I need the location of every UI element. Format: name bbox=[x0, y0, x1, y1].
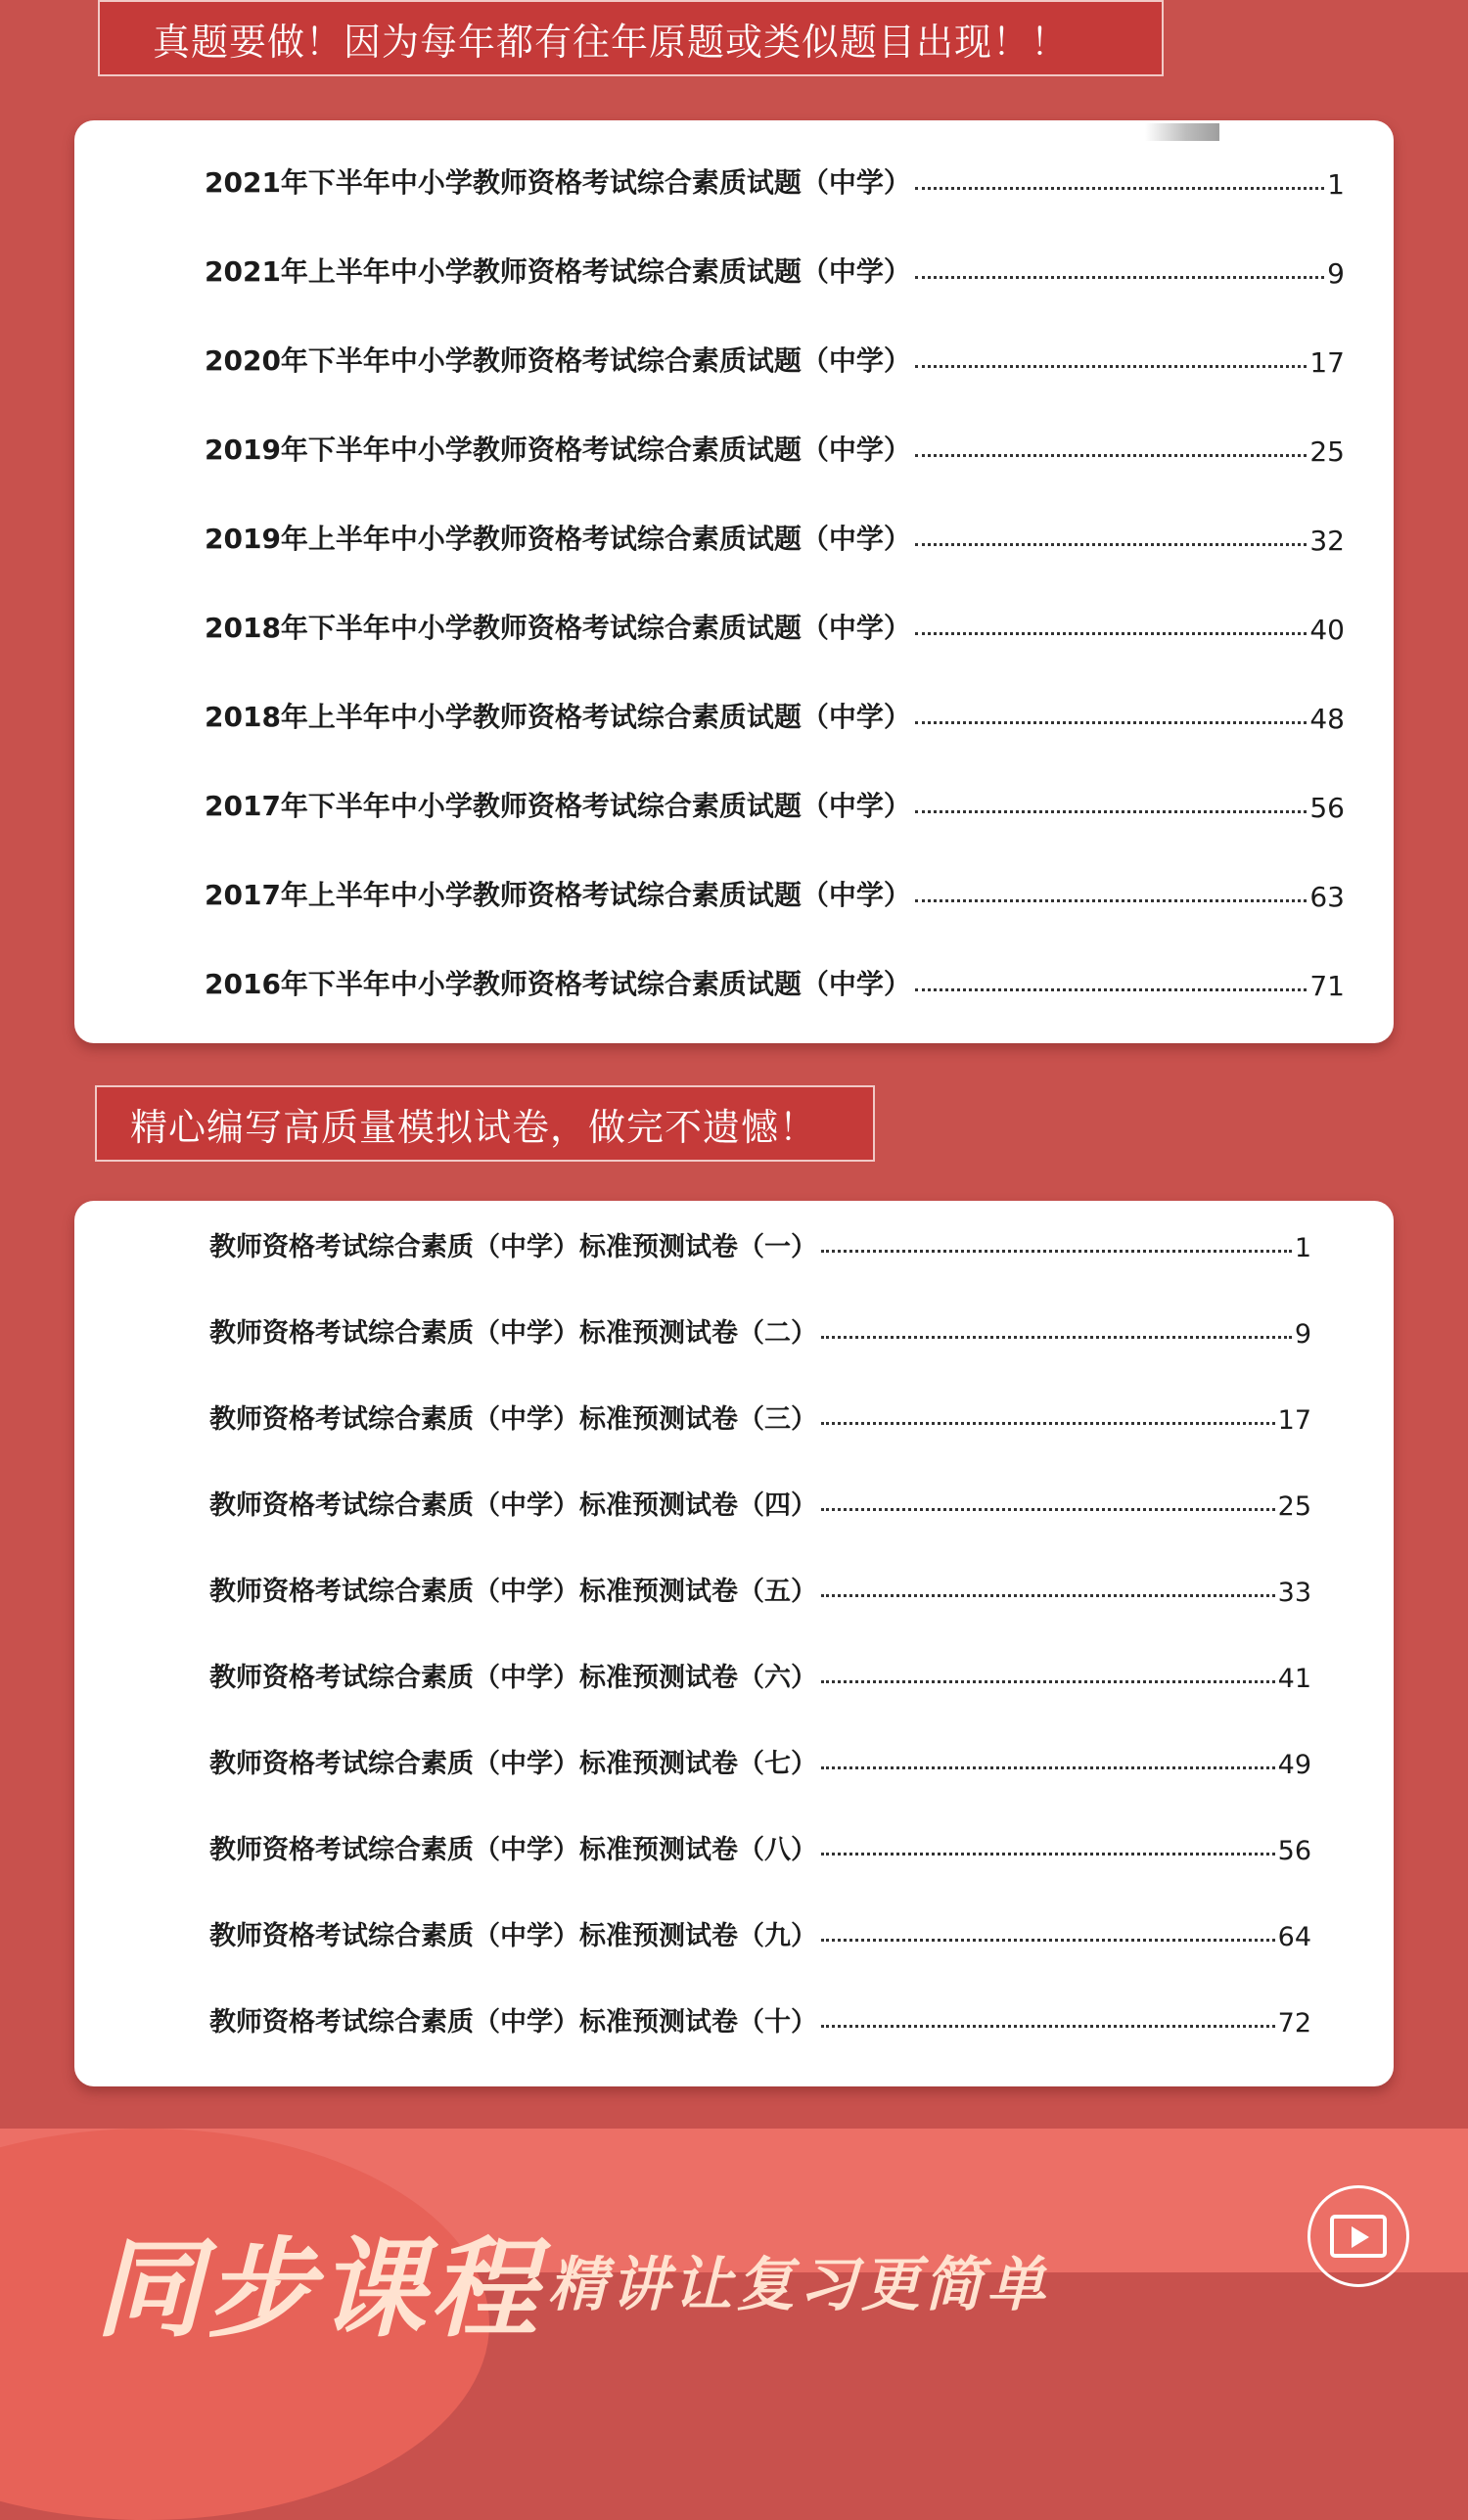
toc-entry-page: 49 bbox=[1277, 1750, 1311, 1780]
past-exams-banner bbox=[98, 0, 1164, 76]
toc-entry-title: 2017年下半年中小学教师资格考试综合素质试题（中学） bbox=[205, 790, 911, 822]
toc-entry-page: 17 bbox=[1309, 346, 1345, 379]
toc-entry-title: 教师资格考试综合素质（中学）标准预测试卷（四） bbox=[209, 1490, 817, 1521]
toc-row bbox=[205, 785, 1345, 824]
toc-row bbox=[209, 1741, 1311, 1780]
toc-entry-title: 教师资格考试综合素质（中学）标准预测试卷（九） bbox=[209, 1921, 817, 1951]
toc-dot-leader bbox=[915, 899, 1307, 902]
mock-exams-toc-card bbox=[74, 1201, 1394, 2086]
toc-entry-title: 2016年下半年中小学教师资格考试综合素质试题（中学） bbox=[205, 968, 911, 1000]
toc-row bbox=[209, 1483, 1311, 1522]
sync-course-section bbox=[0, 2129, 1468, 2352]
toc-entry-title: 教师资格考试综合素质（中学）标准预测试卷（六） bbox=[209, 1663, 817, 1693]
toc-row bbox=[205, 607, 1345, 646]
toc-entry-page: 64 bbox=[1277, 1922, 1311, 1952]
toc-row bbox=[209, 1569, 1311, 1608]
sync-course-title: 同步课程 bbox=[95, 2226, 541, 2352]
toc-dot-leader bbox=[821, 1336, 1292, 1339]
toc-entry-title: 2018年上半年中小学教师资格考试综合素质试题（中学） bbox=[205, 701, 911, 733]
toc-entry-page: 25 bbox=[1309, 435, 1345, 468]
toc-row bbox=[209, 1913, 1311, 1952]
toc-entry-title: 教师资格考试综合素质（中学）标准预测试卷（三） bbox=[209, 1404, 817, 1435]
toc-row bbox=[209, 1224, 1311, 1263]
toc-entry-page: 17 bbox=[1277, 1405, 1311, 1436]
mock-exams-banner-text: 精心编写高质量模拟试卷，做完不遗憾！ bbox=[130, 1105, 818, 1149]
toc-entry-page: 32 bbox=[1309, 525, 1345, 557]
toc-dot-leader bbox=[915, 632, 1307, 635]
toc-row bbox=[205, 696, 1345, 735]
toc-row bbox=[205, 874, 1345, 913]
mock-exams-banner bbox=[95, 1085, 875, 1162]
toc-dot-leader bbox=[821, 1680, 1275, 1683]
toc-entry-title: 2018年下半年中小学教师资格考试综合素质试题（中学） bbox=[205, 612, 911, 644]
toc-entry-title: 2020年下半年中小学教师资格考试综合素质试题（中学） bbox=[205, 344, 911, 377]
toc-entry-page: 41 bbox=[1277, 1664, 1311, 1694]
video-play-icon bbox=[1330, 2215, 1387, 2258]
toc-entry-page: 72 bbox=[1277, 2008, 1311, 2039]
video-play-button[interactable] bbox=[1307, 2185, 1409, 2287]
toc-entry-page: 1 bbox=[1327, 168, 1345, 201]
toc-entry-page: 56 bbox=[1277, 1836, 1311, 1866]
past-exams-toc-card bbox=[74, 120, 1394, 1043]
toc-dot-leader bbox=[915, 988, 1307, 991]
toc-dot-leader bbox=[915, 721, 1307, 724]
toc-entry-page: 48 bbox=[1309, 703, 1345, 735]
toc-entry-title: 教师资格考试综合素质（中学）标准预测试卷（七） bbox=[209, 1749, 817, 1779]
toc-dot-leader bbox=[821, 1766, 1275, 1769]
toc-entry-page: 63 bbox=[1309, 881, 1345, 913]
toc-dot-leader bbox=[821, 2025, 1275, 2028]
toc-entry-page: 25 bbox=[1277, 1491, 1311, 1522]
toc-entry-page: 1 bbox=[1294, 1233, 1311, 1263]
toc-dot-leader bbox=[821, 1508, 1275, 1511]
toc-dot-leader bbox=[821, 1422, 1275, 1425]
sync-course-subtitle: 精讲让复习更简单 bbox=[548, 2251, 1049, 2319]
toc-row bbox=[205, 340, 1345, 379]
toc-row bbox=[209, 1999, 1311, 2039]
toc-entry-page: 40 bbox=[1309, 614, 1345, 646]
toc-entry-title: 2021年下半年中小学教师资格考试综合素质试题（中学） bbox=[205, 166, 911, 199]
toc-entry-page: 56 bbox=[1309, 792, 1345, 824]
toc-dot-leader bbox=[821, 1594, 1275, 1597]
toc-dot-leader bbox=[915, 543, 1307, 546]
toc-row bbox=[205, 963, 1345, 1002]
toc-row bbox=[205, 161, 1345, 201]
toc-entry-title: 2021年上半年中小学教师资格考试综合素质试题（中学） bbox=[205, 255, 911, 288]
toc-row bbox=[209, 1397, 1311, 1436]
toc-dot-leader bbox=[821, 1939, 1275, 1942]
toc-row bbox=[205, 518, 1345, 557]
toc-dot-leader bbox=[915, 276, 1324, 279]
toc-entry-title: 2019年上半年中小学教师资格考试综合素质试题（中学） bbox=[205, 523, 911, 555]
toc-row bbox=[209, 1310, 1311, 1350]
toc-dot-leader bbox=[915, 365, 1307, 368]
past-exams-banner-text: 真题要做！因为每年都有往年原题或类似题目出现！！ bbox=[153, 20, 1070, 64]
toc-entry-title: 教师资格考试综合素质（中学）标准预测试卷（十） bbox=[209, 2007, 817, 2038]
toc-entry-title: 教师资格考试综合素质（中学）标准预测试卷（八） bbox=[209, 1835, 817, 1865]
toc-dot-leader bbox=[915, 810, 1307, 813]
toc-row bbox=[205, 429, 1345, 468]
page-corner-mark bbox=[1145, 123, 1219, 141]
toc-entry-page: 33 bbox=[1277, 1578, 1311, 1608]
toc-entry-title: 教师资格考试综合素质（中学）标准预测试卷（二） bbox=[209, 1318, 817, 1349]
toc-dot-leader bbox=[915, 187, 1324, 190]
toc-entry-title: 2017年上半年中小学教师资格考试综合素质试题（中学） bbox=[205, 879, 911, 911]
toc-row bbox=[209, 1655, 1311, 1694]
toc-dot-leader bbox=[915, 454, 1307, 457]
toc-entry-title: 教师资格考试综合素质（中学）标准预测试卷（一） bbox=[209, 1232, 817, 1262]
toc-entry-page: 9 bbox=[1327, 257, 1345, 290]
toc-entry-title: 2019年下半年中小学教师资格考试综合素质试题（中学） bbox=[205, 434, 911, 466]
toc-row bbox=[209, 1827, 1311, 1866]
toc-entry-title: 教师资格考试综合素质（中学）标准预测试卷（五） bbox=[209, 1577, 817, 1607]
toc-dot-leader bbox=[821, 1853, 1275, 1856]
toc-entry-page: 71 bbox=[1309, 970, 1345, 1002]
toc-row bbox=[205, 251, 1345, 290]
toc-dot-leader bbox=[821, 1250, 1292, 1253]
toc-entry-page: 9 bbox=[1294, 1319, 1311, 1350]
